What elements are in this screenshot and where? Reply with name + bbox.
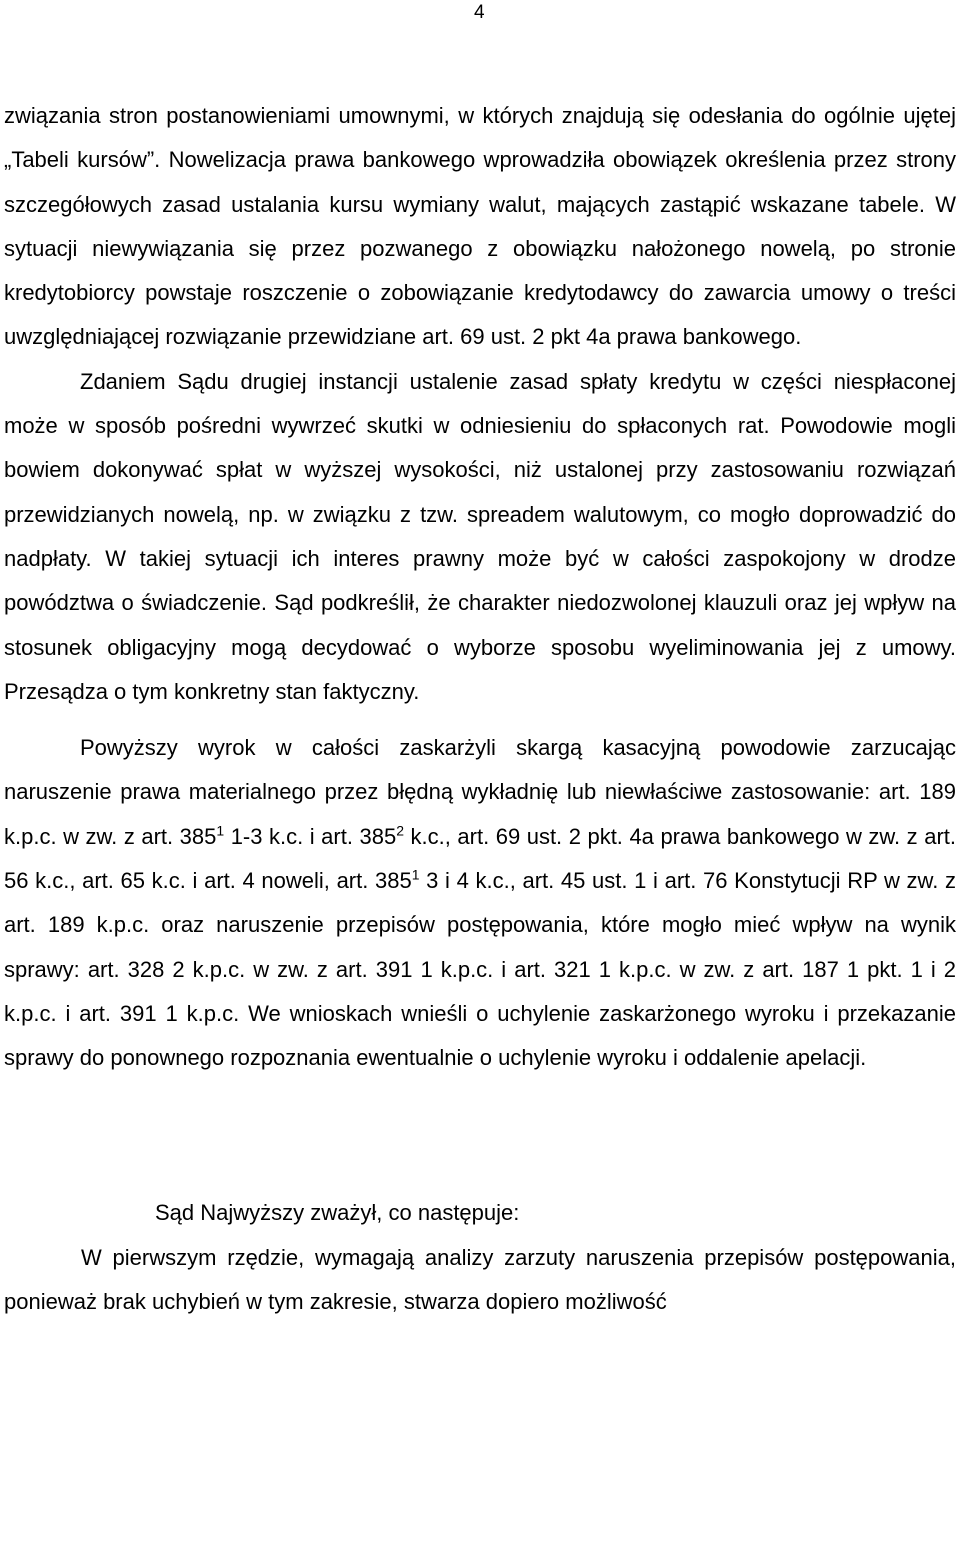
superscript: 1 [216, 822, 225, 839]
document-body [4, 94, 956, 1324]
paragraph-3 [4, 726, 956, 1080]
paragraph-5: W pierwszym rzędzie, wymagają analizy zarzuty naruszenia przepisów postępowania, ponieważ brak uchybień w tym zakresie, stwarza dopiero możliwość [4, 1244, 956, 1315]
paragraph-3-text-d: 3 i 4 k.c., art. 45 ust. 1 i art. 76 Konstytucji RP w zw. z art. 189 k.p.c. oraz naruszenie przepisów postępowania, które mogło mieć wpływ na wynik sprawy: art. 328 2 k.p.c. w zw. z art. 391 1 k.p.c. i art. 321 1 k.p.c. w zw. z art. 187 1 pkt. 1 i 2 k.p.c. i art. 391 1 k.p.c. We wnioskach wnieśli o uchylenie zaskarżonego wyroku i przekazanie sprawy do ponownego rozpoznania ewentualnie o uchylenie wyroku i oddalenie apelacji. [4, 868, 956, 1071]
superscript: 2 [396, 822, 405, 839]
paragraph-1: związania stron postanowieniami umownymi, w których znajdują się odesłania do ogólnie ujętej „Tabeli kursów”. Nowelizacja prawa bankowego wprowadziła obowiązek określenia przez strony szczegółowych zasad ustalania kursu wymiany walut, mających zastąpić wskazane tabele. W sytuacji niewywiązania się przez pozwanego z obowiązku nałożonego nowelą, po stronie kredytobiorcy powstaje roszczenie o zobowiązanie kredytodawcy do zawarcia umowy o treści uwzględniającej rozwiązanie przewidziane art. 69 ust. 2 pkt 4a prawa bankowego. [4, 103, 956, 350]
page-number: 4 [474, 2, 485, 23]
paragraph-2: Zdaniem Sądu drugiej instancji ustalenie zasad spłaty kredytu w części niespłaconej może w sposób pośredni wywrzeć skutki w odniesieniu do spłaconych rat. Powodowie mogli bowiem dokonywać spłat w wyższej wysokości, niż ustalonej przy zastosowaniu rozwiązań przewidzianych nowelą, np. w związku z tzw. spreadem walutowym, co mogło doprowadzić do nadpłaty. W takiej sytuacji ich interes prawny może być w całości zaspokojony w drodze powództwa o świadczenie. Sąd podkreślił, że charakter niedozwolonej klauzuli oraz jej wpływ na stosunek obligacyjny mogą decydować o wyborze sposobu wyeliminowania jej z umowy. Przesądza o tym konkretny stan faktyczny. [4, 368, 956, 704]
paragraph-3-text-b: 1-3 k.c. i art. 385 [224, 823, 397, 849]
section-heading: Sąd Najwyższy zważył, co następuje: [155, 1199, 520, 1225]
paragraph-3-text-a: Powyższy wyrok w całości zaskarżyli skargą kasacyjną powodowie zarzucając naruszenie prawa materialnego przez błędną wykładnię lub niewłaściwe zastosowanie: art. 189 k.p.c. w zw. z art. 385 [4, 735, 956, 849]
superscript: 1 [411, 866, 420, 883]
paragraph-3-text-c: k.c., art. 69 ust. 2 pkt. 4a prawa bankowego w zw. z art. 56 k.c., art. 65 k.c. i art. 4 noweli, art. 385 [4, 823, 956, 894]
